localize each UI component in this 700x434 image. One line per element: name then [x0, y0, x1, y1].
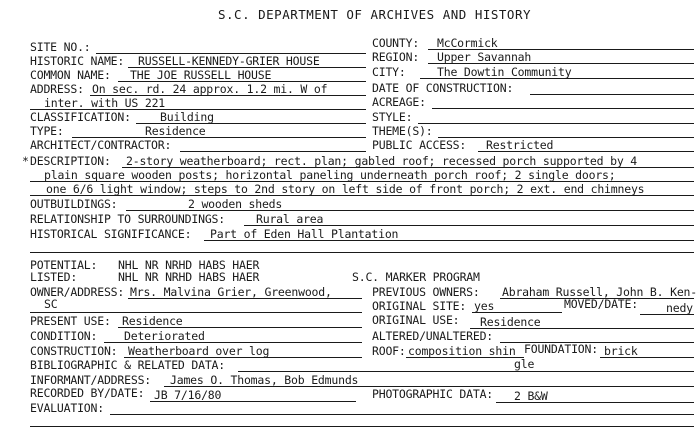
recorded-by-label: RECORDED BY/DATE:	[30, 386, 145, 400]
date-construction-label: DATE OF CONSTRUCTION:	[372, 81, 514, 95]
present-use-line	[118, 327, 362, 328]
classification-label: CLASSIFICATION:	[30, 110, 131, 124]
description-line-2: plain square wooden posts; horizontal paneling underneath porch roof; 2 single doors;	[44, 168, 616, 182]
city-line	[420, 78, 694, 79]
description-label: DESCRIPTION:	[30, 154, 111, 168]
foundation-line	[600, 357, 694, 358]
address-value-2: inter. with US 221	[44, 96, 166, 110]
site-no-label: SITE NO.:	[30, 40, 91, 54]
roof-value: composition shin	[408, 344, 516, 358]
construction-value: Weatherboard over log	[128, 344, 270, 358]
owner-label: OWNER/ADDRESS:	[30, 285, 125, 299]
condition-value: Deteriorated	[124, 329, 205, 343]
original-use-value: Residence	[480, 315, 541, 329]
county-label: COUNTY:	[372, 36, 420, 50]
classification-value: Building	[160, 110, 214, 124]
owner-value: Mrs. Malvina Grier, Greenwood,	[130, 285, 332, 299]
significance-label: HISTORICAL SIGNIFICANCE:	[30, 227, 192, 241]
common-name-value: THE JOE RUSSELL HOUSE	[130, 68, 272, 82]
relationship-value: Rural area	[256, 212, 324, 226]
roof-value-2: gle	[514, 357, 535, 371]
potential-items: NHL NR NRHD HABS HAER	[118, 258, 260, 272]
marker-program-label: S.C. MARKER PROGRAM	[352, 270, 480, 284]
condition-line	[104, 342, 362, 343]
original-site-label: ORIGINAL SITE:	[372, 299, 467, 313]
recorded-by-value: JB 7/16/80	[154, 388, 222, 402]
photographic-data-value: 2 B&W	[514, 389, 548, 403]
recorded-by-line	[150, 401, 356, 402]
previous-owners-label: PREVIOUS OWNERS:	[372, 285, 480, 299]
evaluation-label: EVALUATION:	[30, 401, 104, 415]
foundation-value: brick	[604, 344, 638, 358]
historic-name-value: RUSSELL-KENNEDY-GRIER HOUSE	[138, 54, 320, 68]
photographic-data-line	[496, 402, 694, 403]
architect-line	[180, 151, 366, 152]
owner-line-2	[30, 312, 362, 313]
foundation-label: FOUNDATION:	[524, 342, 598, 356]
previous-owners-value-2: nedy	[666, 301, 693, 315]
themes-line	[438, 137, 694, 138]
style-line	[418, 123, 694, 124]
region-label: REGION:	[372, 50, 420, 64]
informant-value: James O. Thomas, Bob Edmunds	[170, 373, 359, 387]
description-line-1: 2-story weatherboard; rect. plan; gabled roof; recessed porch supported by 4	[126, 154, 637, 168]
moved-date-line	[640, 314, 694, 315]
previous-owners-value: Abraham Russell, John B. Ken-	[502, 285, 697, 299]
evaluation-line	[110, 414, 694, 415]
region-line	[428, 63, 694, 64]
public-access-label: PUBLIC ACCESS:	[372, 138, 467, 152]
owner-line	[128, 298, 362, 299]
city-value: The Dowtin Community	[437, 65, 572, 79]
description-rule-3	[30, 195, 694, 196]
historic-name-label: HISTORIC NAME:	[30, 54, 125, 68]
original-site-value: yes	[474, 299, 495, 313]
city-label: CITY:	[372, 65, 406, 79]
significance-value: Part of Eden Hall Plantation	[210, 227, 399, 241]
date-construction-line	[530, 94, 694, 95]
page-title: S.C. DEPARTMENT OF ARCHIVES AND HISTORY	[218, 7, 531, 22]
style-label: STYLE:	[372, 110, 413, 124]
construction-label: CONSTRUCTION:	[30, 344, 118, 358]
evaluation-line-2	[30, 426, 694, 427]
relationship-line	[244, 225, 694, 226]
description-marker: *	[22, 154, 29, 168]
outbuildings-label: OUTBUILDINGS:	[30, 197, 118, 211]
present-use-label: PRESENT USE:	[30, 314, 111, 328]
moved-date-label: MOVED/DATE:	[564, 297, 638, 311]
altered-label: ALTERED/UNALTERED:	[372, 329, 494, 343]
public-access-value: Restricted	[486, 138, 554, 152]
original-site-line	[472, 312, 562, 313]
acreage-line	[432, 108, 694, 109]
present-use-value: Residence	[122, 314, 183, 328]
section-divider	[30, 252, 694, 253]
photographic-data-label: PHOTOGRAPHIC DATA:	[372, 387, 494, 401]
county-value: McCormick	[437, 36, 498, 50]
significance-line	[204, 240, 694, 241]
relationship-label: RELATIONSHIP TO SURROUNDINGS:	[30, 212, 225, 226]
acreage-label: ACREAGE:	[372, 95, 426, 109]
bibliographic-line	[238, 371, 694, 372]
address-label: ADDRESS:	[30, 82, 84, 96]
listed-items: NHL NR NRHD HABS HAER	[118, 270, 260, 284]
outbuildings-line	[126, 210, 694, 211]
informant-label: INFORMANT/ADDRESS:	[30, 373, 152, 387]
region-value: Upper Savannah	[437, 50, 532, 64]
bibliographic-label: BIBLIOGRAPHIC & RELATED DATA:	[30, 358, 225, 372]
original-use-line	[470, 328, 694, 329]
type-value: Residence	[145, 124, 206, 138]
condition-label: CONDITION:	[30, 329, 98, 343]
outbuildings-value: 2 wooden sheds	[188, 197, 283, 211]
themes-label: THEME(S):	[372, 124, 433, 138]
description-line-3: one 6/6 light window; steps to 2nd story on left side of front porch; 2 ext. end chimneys	[46, 182, 645, 196]
original-use-label: ORIGINAL USE:	[372, 313, 460, 327]
public-access-line	[478, 151, 694, 152]
potential-label: POTENTIAL:	[30, 258, 98, 272]
roof-label: ROOF:	[372, 344, 406, 358]
common-name-label: COMMON NAME:	[30, 68, 111, 82]
address-value-1: On sec. rd. 24 approx. 1.2 mi. W of	[92, 82, 328, 96]
owner-value-2: SC	[44, 297, 58, 311]
architect-label: ARCHITECT/CONTRACTOR:	[30, 138, 172, 152]
listed-label: LISTED:	[30, 270, 78, 284]
roof-line	[406, 357, 524, 358]
type-label: TYPE:	[30, 124, 64, 138]
